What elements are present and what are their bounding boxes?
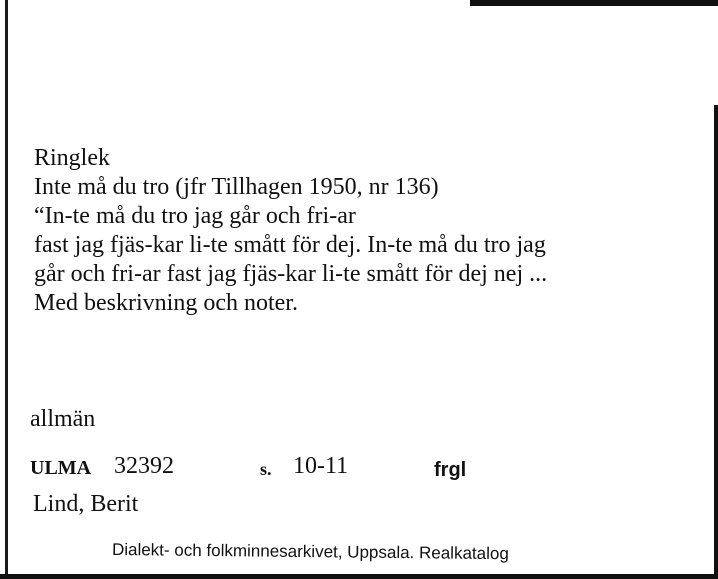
archive-number: 32392 bbox=[114, 453, 174, 479]
collector-name: Lind, Berit bbox=[33, 491, 139, 517]
card-note: Med beskrivning och noter. bbox=[34, 290, 298, 316]
pages-range: 10-11 bbox=[293, 453, 349, 479]
category-label: allmän bbox=[30, 406, 96, 432]
card-bottom-edge bbox=[0, 574, 718, 579]
record-tag: frgl bbox=[434, 459, 467, 481]
card-subtitle: Inte må du tro (jfr Tillhagen 1950, nr 136) bbox=[34, 174, 439, 200]
pages-prefix: s. bbox=[260, 459, 272, 479]
lyrics-line-1: “In-te må du tro jag går och fri-ar bbox=[34, 203, 356, 229]
reference-row bbox=[30, 453, 690, 483]
archive-code: ULMA bbox=[30, 457, 92, 479]
card-footer: Dialekt- och folkminnesarkivet, Uppsala. Realkatalog bbox=[111, 540, 509, 564]
card-title: Ringlek bbox=[34, 145, 110, 171]
lyrics-line-3: går och fri-ar fast jag fjäs-kar li-te smått för dej nej ... bbox=[34, 261, 548, 287]
card-right-edge bbox=[714, 105, 718, 579]
lyrics-line-2: fast jag fjäs-kar li-te smått för dej. In-te må du tro jag bbox=[34, 232, 546, 258]
card-top-edge bbox=[470, 0, 718, 6]
card-description bbox=[34, 144, 674, 318]
card-left-edge bbox=[5, 0, 8, 575]
